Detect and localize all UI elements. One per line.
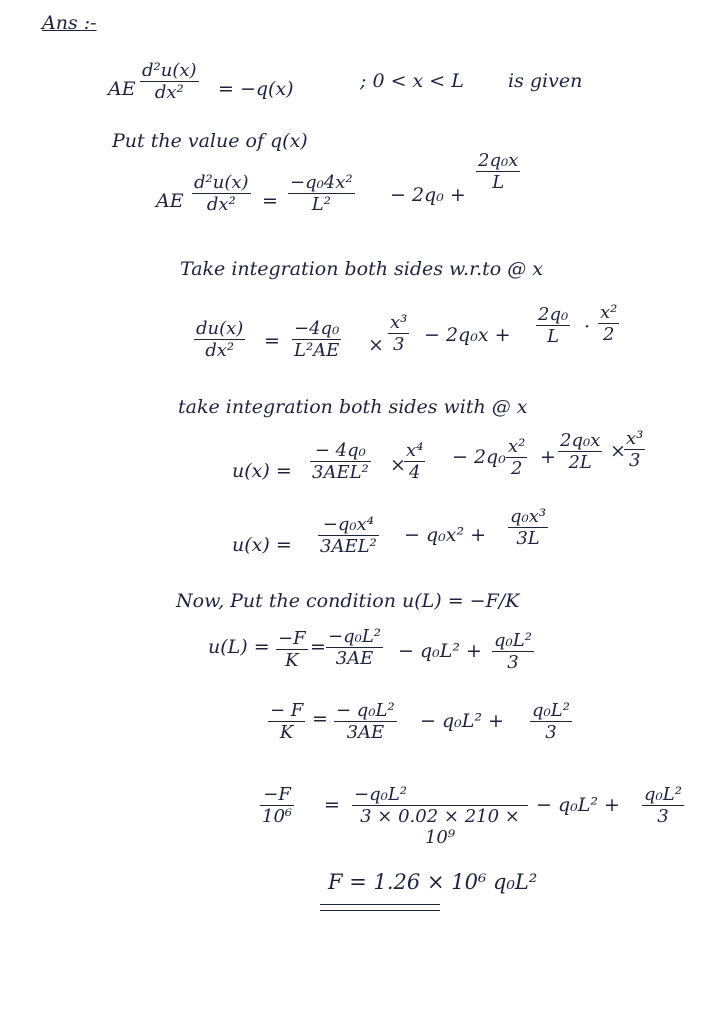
- eq4-times-2: ×: [610, 440, 626, 462]
- eq4-fraction-1-denominator: 4: [404, 461, 425, 483]
- eq4-fraction-2: [506, 436, 527, 479]
- eq2-equals: =: [262, 190, 278, 212]
- eq3-fraction-2-denominator: L: [536, 325, 570, 347]
- eq5-coefficient-numerator: −q₀x⁴: [322, 514, 374, 535]
- eq3-fraction-1: [388, 312, 409, 355]
- eq3-coefficient: [292, 318, 341, 361]
- eq4-coefficient: [310, 440, 371, 483]
- eq7-force-denominator: K: [268, 721, 305, 743]
- eq1-lhs-numerator: d²u(x): [142, 60, 197, 81]
- eq7-coefficient-denominator: 3AE: [334, 721, 397, 743]
- eq5-fraction-2-numerator: q₀x³: [510, 506, 547, 527]
- eq2-lhs-numerator: d²u(x): [194, 172, 249, 193]
- eq6-force-numerator: −F: [278, 628, 306, 649]
- eq5-coefficient-denominator: 3AEL²: [320, 536, 377, 557]
- eq6-force-fraction: [276, 628, 308, 671]
- eq3-equals: =: [264, 330, 280, 352]
- eq4-fraction-3-numerator: 2q₀x: [560, 430, 601, 451]
- eq6-lhs: u(L) =: [208, 636, 270, 658]
- eq7-coefficient-numerator: − q₀L²: [336, 700, 395, 721]
- eq4-fraction-3: [558, 430, 602, 473]
- eq7-coefficient: [334, 700, 397, 743]
- eq4-term2: − 2q₀: [452, 446, 506, 468]
- eq2-term2: − 2q₀ +: [390, 184, 466, 206]
- eq3-coefficient-denominator: L²AE: [294, 340, 340, 361]
- eq4-fraction-2-denominator: 2: [506, 457, 527, 479]
- eq8-fraction-2-denominator: 3: [642, 805, 684, 827]
- eq3-term2: − 2q₀x +: [424, 324, 511, 346]
- eq3-coefficient-numerator: −4q₀: [294, 318, 340, 339]
- eq6-equals: =: [310, 636, 326, 658]
- eq4-lhs: u(x) =: [232, 460, 292, 482]
- eq4-fraction-2-numerator: x²: [508, 436, 526, 457]
- eq8-fraction-2: [642, 784, 684, 827]
- integration-line-1: Take integration both sides w.r.to @ x: [180, 258, 544, 280]
- eq3-fraction-1-numerator: x³: [390, 312, 408, 333]
- eq6-fraction-2-denominator: 3: [492, 651, 534, 673]
- eq1-lhs-denominator: dx²: [140, 81, 199, 103]
- eq2-lhs-fraction: [192, 172, 251, 215]
- eq7-fraction-2-denominator: 3: [530, 721, 572, 743]
- eq3-lhs-fraction: [194, 318, 245, 361]
- eq1-note: is given: [508, 70, 583, 92]
- eq7-fraction-2-numerator: q₀L²: [532, 700, 570, 721]
- eq5-lhs: u(x) =: [232, 534, 292, 556]
- eq3-fraction-2-numerator: 2q₀: [538, 304, 569, 325]
- eq2-term3: [476, 150, 520, 193]
- eq3-fraction-3: [598, 302, 619, 345]
- eq3-fraction-2: [536, 304, 570, 347]
- eq8-fraction-2-numerator: q₀L²: [644, 784, 682, 805]
- eq4-fraction-1-numerator: x⁴: [406, 440, 424, 461]
- boundary-condition-line: Now, Put the condition u(L) = −F/K: [176, 590, 520, 612]
- eq8-equals: =: [324, 794, 340, 816]
- eq8-coefficient-numerator: −q₀L²: [354, 784, 407, 805]
- eq1-coefficient: AE: [108, 78, 136, 100]
- eq4-fraction-4-numerator: x³: [626, 428, 644, 449]
- eq7-force-fraction: [268, 700, 305, 743]
- eq4-plus: +: [540, 446, 556, 468]
- eq1-lhs-fraction: [140, 60, 199, 103]
- eq8-term2: − q₀L² +: [536, 794, 620, 816]
- eq2-term1-numerator: −q₀4x²: [290, 172, 353, 193]
- eq7-term2: − q₀L² +: [420, 710, 504, 732]
- final-result: F = 1.26 × 10⁶ q₀L²: [328, 870, 538, 894]
- eq6-coefficient-numerator: −q₀L²: [328, 626, 381, 647]
- eq4-coefficient-numerator: − 4q₀: [314, 440, 366, 461]
- eq2-coefficient: AE: [156, 190, 184, 212]
- answer-heading: Ans :-: [42, 12, 97, 34]
- eq8-coefficient-denominator: 3 × 0.02 × 210 × 10⁹: [352, 805, 528, 848]
- eq3-times: ×: [368, 334, 384, 356]
- eq3-lhs-numerator: du(x): [196, 318, 244, 339]
- eq3-lhs-denominator: dx²: [194, 339, 245, 361]
- eq7-fraction-2: [530, 700, 572, 743]
- eq4-times-1: ×: [390, 454, 406, 476]
- eq3-fraction-1-denominator: 3: [388, 333, 409, 355]
- eq3-dot: ·: [584, 316, 591, 338]
- eq1-rhs: = −q(x): [218, 78, 294, 100]
- eq6-term2: − q₀L² +: [398, 640, 482, 662]
- eq4-coefficient-denominator: 3AEL²: [312, 462, 369, 483]
- eq2-term3-denominator: L: [476, 171, 520, 193]
- eq7-force-numerator: − F: [270, 700, 304, 721]
- eq2-term1-denominator: L²: [288, 193, 355, 215]
- eq2-lhs-denominator: dx²: [192, 193, 251, 215]
- eq8-force-denominator: 10⁶: [262, 806, 293, 827]
- eq8-force-numerator: −F: [263, 784, 291, 805]
- eq4-fraction-1: [404, 440, 425, 483]
- eq6-fraction-2: [492, 630, 534, 673]
- eq3-fraction-3-denominator: 2: [598, 323, 619, 345]
- eq7-equals: =: [312, 708, 328, 730]
- eq6-force-denominator: K: [276, 649, 308, 671]
- put-value-line: Put the value of q(x): [112, 130, 308, 152]
- eq1-domain: ; 0 < x < L: [360, 70, 464, 92]
- eq6-coefficient-denominator: 3AE: [326, 647, 383, 669]
- eq5-fraction-2-denominator: 3L: [508, 527, 548, 549]
- eq4-fraction-4-denominator: 3: [624, 449, 645, 471]
- eq4-fraction-3-denominator: 2L: [558, 451, 602, 473]
- eq8-coefficient: [352, 784, 528, 848]
- eq3-fraction-3-numerator: x²: [600, 302, 618, 323]
- integration-line-2: take integration both sides with @ x: [178, 396, 528, 418]
- eq8-force-fraction: [260, 784, 294, 827]
- eq5-coefficient: [318, 514, 379, 557]
- eq2-term1: [288, 172, 355, 215]
- eq5-fraction-2: [508, 506, 548, 549]
- eq5-term2: − q₀x² +: [404, 524, 487, 546]
- eq2-term3-numerator: 2q₀x: [478, 150, 519, 171]
- eq6-fraction-2-numerator: q₀L²: [494, 630, 532, 651]
- eq4-fraction-4: [624, 428, 645, 471]
- eq6-coefficient: [326, 626, 383, 669]
- result-double-underline: [320, 904, 440, 911]
